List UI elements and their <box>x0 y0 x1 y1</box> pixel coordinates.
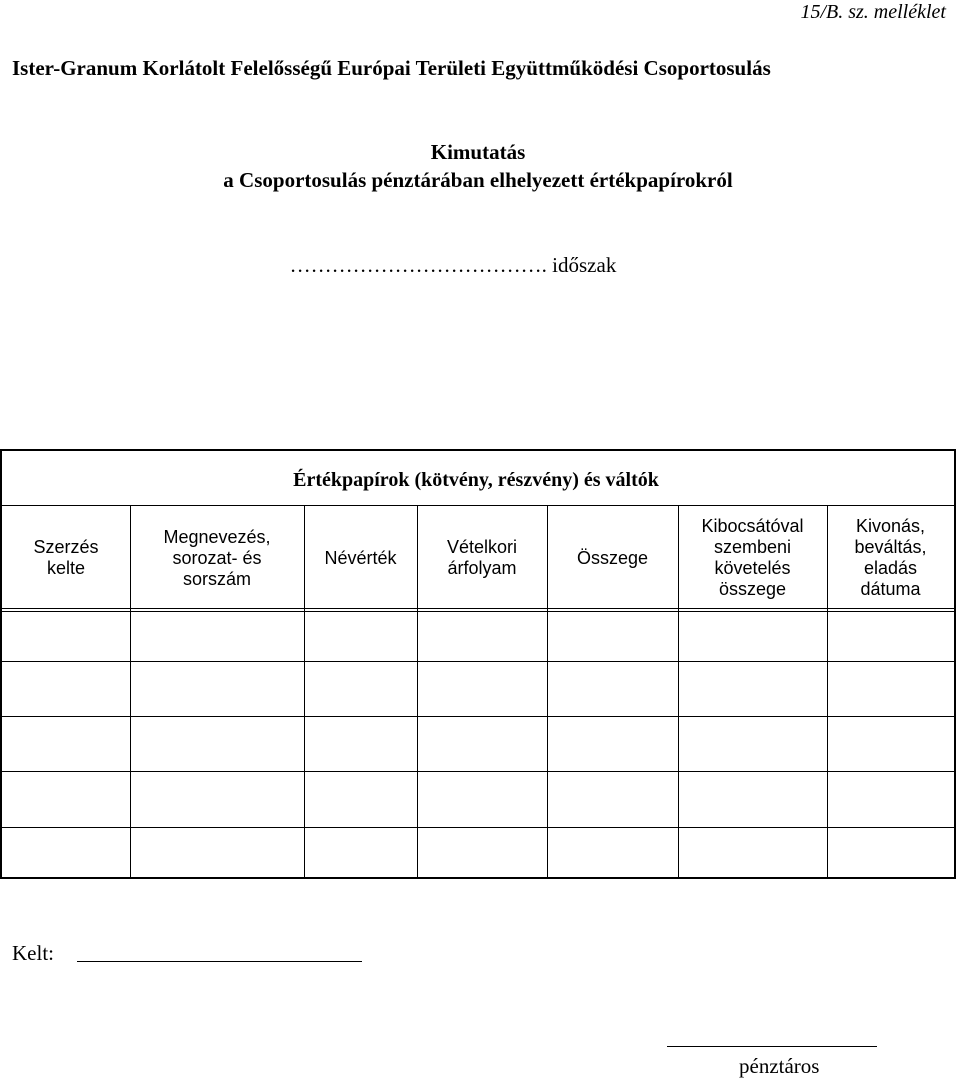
annex-label: 15/B. sz. melléklet <box>800 1 946 23</box>
col-head-purchase-rate: Vételkori árfolyam <box>446 537 518 578</box>
table-cell <box>678 661 827 716</box>
table-cell <box>130 827 304 877</box>
table-cell <box>2 827 130 877</box>
table-cell <box>2 716 130 771</box>
date-label: Kelt: <box>12 941 54 965</box>
table-cell <box>678 827 827 877</box>
col-head-issuer-claim-amount: Kibocsátóval szembeni követelés összege <box>701 516 804 599</box>
header-double-rule <box>2 608 954 609</box>
table-group-header <box>2 451 954 506</box>
table-cell <box>304 716 417 771</box>
table-cell <box>417 661 547 716</box>
table-cell <box>417 771 547 827</box>
table-cell <box>678 611 827 661</box>
table-cell <box>304 661 417 716</box>
table-cell <box>678 716 827 771</box>
col-head-nominal-value: Névérték <box>324 547 397 568</box>
organization-name: Ister-Granum Korlátolt Felelősségű Európai Területi Együttműködési Csoportosulás <box>12 56 771 80</box>
table-cell <box>547 611 678 661</box>
table-cell <box>827 771 954 827</box>
table-cell <box>547 716 678 771</box>
cashier-label: pénztáros <box>739 1054 820 1078</box>
table-cell <box>417 827 547 877</box>
document-title <box>0 138 956 194</box>
table-cell <box>304 771 417 827</box>
col-head-amount: Összege <box>576 547 649 568</box>
col-head-name-series-number: Megnevezés, sorozat- és sorszám <box>163 526 271 589</box>
title-line-1: Kimutatás <box>430 140 526 164</box>
group-header-text: Értékpapírok (kötvény, részvény) és váltók <box>293 468 659 491</box>
table-cell <box>304 611 417 661</box>
table-cell <box>130 771 304 827</box>
table-cell <box>678 771 827 827</box>
table-cell <box>547 771 678 827</box>
table-cell <box>2 661 130 716</box>
table-cell <box>417 611 547 661</box>
table-cell <box>2 771 130 827</box>
securities-table <box>0 449 956 879</box>
col-head-withdrawal-date: Kivonás, beváltás, eladás dátuma <box>854 516 927 599</box>
table-cell <box>417 716 547 771</box>
table-cell <box>827 661 954 716</box>
table-cell <box>304 827 417 877</box>
col-head-acquisition-date: Szerzés kelte <box>33 537 99 578</box>
table-cell <box>547 827 678 877</box>
table-cell <box>827 611 954 661</box>
row-divider <box>2 877 954 878</box>
cashier-signature-line <box>667 1046 877 1047</box>
table-cell <box>827 716 954 771</box>
title-line-2: a Csoportosulás pénztárában elhelyezett értékpapírokról <box>223 168 733 192</box>
table-cell <box>130 661 304 716</box>
date-signature-line <box>77 961 362 962</box>
table-cell <box>547 661 678 716</box>
table-cell <box>827 827 954 877</box>
period-line: ………………………………. időszak <box>289 253 617 277</box>
table-cell <box>130 716 304 771</box>
table-cell <box>130 611 304 661</box>
table-cell <box>2 611 130 661</box>
